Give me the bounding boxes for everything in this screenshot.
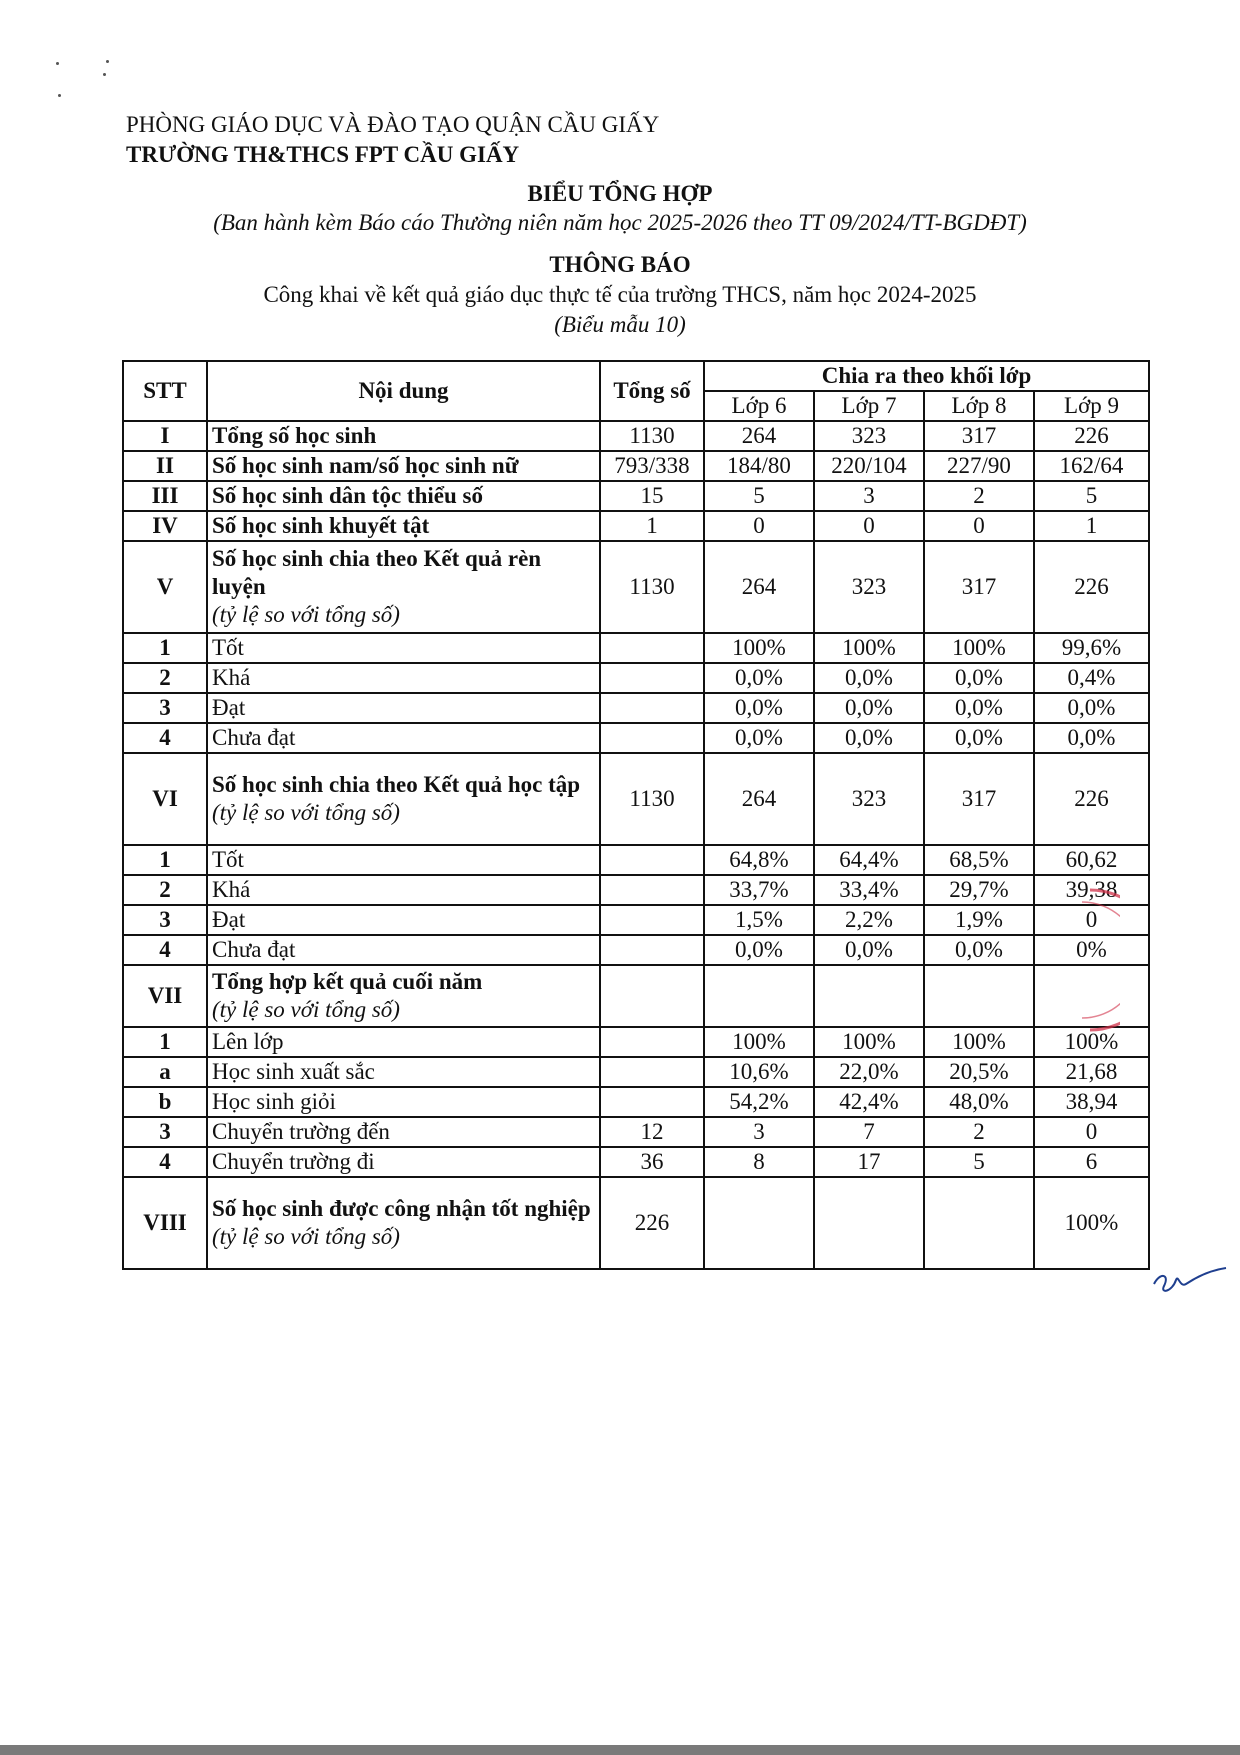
cell-total: 1130 — [600, 753, 704, 845]
content-label: Tổng số học sinh — [212, 423, 377, 448]
cell-g6: 54,2% — [704, 1087, 814, 1117]
cell-content — [207, 1087, 600, 1117]
cell-total — [600, 663, 704, 693]
cell-g6: 33,7% — [704, 875, 814, 905]
cell-content — [207, 1117, 600, 1147]
ratio-note: (tỷ lệ so với tổng số) — [212, 800, 400, 825]
cell-g6: 0,0% — [704, 663, 814, 693]
cell-stt: 4 — [123, 723, 207, 753]
cell-g8: 317 — [924, 753, 1034, 845]
cell-g8: 0,0% — [924, 935, 1034, 965]
cell-g7: 22,0% — [814, 1057, 924, 1087]
header-grade-8: Lớp 8 — [924, 391, 1034, 421]
cell-g6: 1,5% — [704, 905, 814, 935]
cell-content — [207, 633, 600, 663]
cell-g7: 0,0% — [814, 663, 924, 693]
cell-g7: 323 — [814, 421, 924, 451]
content-label: Học sinh xuất sắc — [212, 1059, 375, 1084]
cell-total: 1130 — [600, 541, 704, 633]
cell-g7: 323 — [814, 753, 924, 845]
table-row — [123, 1087, 1149, 1117]
cell-g8: 2 — [924, 481, 1034, 511]
table-row — [123, 451, 1149, 481]
scan-speck — [58, 94, 61, 97]
cell-g9: 0% — [1034, 935, 1149, 965]
ratio-note: (tỷ lệ so với tổng số) — [212, 1224, 400, 1249]
cell-g8: 48,0% — [924, 1087, 1034, 1117]
cell-g7: 64,4% — [814, 845, 924, 875]
cell-content — [207, 1147, 600, 1177]
content-label: Lên lớp — [212, 1029, 284, 1054]
cell-stt: 4 — [123, 935, 207, 965]
cell-content — [207, 935, 600, 965]
cell-g9: 38,94 — [1034, 1087, 1149, 1117]
cell-g9: 1 — [1034, 511, 1149, 541]
table-row — [123, 541, 1149, 633]
cell-g8: 100% — [924, 633, 1034, 663]
scan-speck — [103, 73, 106, 76]
cell-content — [207, 753, 600, 845]
cell-total: 36 — [600, 1147, 704, 1177]
cell-g8: 2 — [924, 1117, 1034, 1147]
table-row — [123, 663, 1149, 693]
table-row — [123, 1147, 1149, 1177]
content-label: Tốt — [212, 635, 244, 660]
table-row — [123, 421, 1149, 451]
header-content: Nội dung — [207, 361, 600, 421]
cell-g7 — [814, 965, 924, 1027]
cell-content — [207, 965, 600, 1027]
cell-stt: 3 — [123, 693, 207, 723]
form-number: (Biểu mẫu 10) — [554, 312, 686, 337]
cell-g7: 100% — [814, 1027, 924, 1057]
cell-content — [207, 1057, 600, 1087]
cell-content — [207, 511, 600, 541]
cell-content — [207, 481, 600, 511]
cell-g8 — [924, 1177, 1034, 1269]
table-row — [123, 511, 1149, 541]
cell-g8: 68,5% — [924, 845, 1034, 875]
cell-g9: 99,6% — [1034, 633, 1149, 663]
cell-g8: 0 — [924, 511, 1034, 541]
table-row — [123, 875, 1149, 905]
school-stamp — [1030, 880, 1120, 1040]
content-label: Số học sinh dân tộc thiểu số — [212, 483, 483, 508]
cell-total: 793/338 — [600, 451, 704, 481]
cell-stt: V — [123, 541, 207, 633]
content-label: Khá — [212, 665, 251, 690]
cell-g6: 0,0% — [704, 693, 814, 723]
table-row — [123, 1027, 1149, 1057]
cell-g9: 21,68 — [1034, 1057, 1149, 1087]
cell-g9: 100% — [1034, 1177, 1149, 1269]
content-label: Chưa đạt — [212, 725, 296, 750]
content-label: Chuyển trường đến — [212, 1119, 390, 1144]
cell-g6: 0 — [704, 511, 814, 541]
cell-g7: 17 — [814, 1147, 924, 1177]
cell-total — [600, 905, 704, 935]
cell-content — [207, 1027, 600, 1057]
cell-g6: 10,6% — [704, 1057, 814, 1087]
cell-g9: 226 — [1034, 421, 1149, 451]
cell-g6: 64,8% — [704, 845, 814, 875]
cell-g7: 323 — [814, 541, 924, 633]
notice-title: THÔNG BÁO — [549, 252, 691, 277]
cell-g7: 0,0% — [814, 935, 924, 965]
cell-content — [207, 663, 600, 693]
content-label: Chuyển trường đi — [212, 1149, 375, 1174]
cell-g6: 264 — [704, 541, 814, 633]
content-label: Chưa đạt — [212, 937, 296, 962]
cell-g9: 162/64 — [1034, 451, 1149, 481]
cell-g7: 7 — [814, 1117, 924, 1147]
cell-total — [600, 633, 704, 663]
table-row — [123, 633, 1149, 663]
cell-total — [600, 1027, 704, 1057]
cell-total: 12 — [600, 1117, 704, 1147]
cell-g6: 0,0% — [704, 723, 814, 753]
header-grade-7: Lớp 7 — [814, 391, 924, 421]
table-row — [123, 845, 1149, 875]
cell-stt: 2 — [123, 875, 207, 905]
cell-g6: 184/80 — [704, 451, 814, 481]
cell-g7: 0,0% — [814, 693, 924, 723]
content-label: Khá — [212, 877, 251, 902]
cell-g6: 264 — [704, 753, 814, 845]
cell-g9: 226 — [1034, 541, 1149, 633]
cell-total — [600, 845, 704, 875]
cell-stt: 4 — [123, 1147, 207, 1177]
cell-stt: III — [123, 481, 207, 511]
cell-stt: 3 — [123, 1117, 207, 1147]
table-row — [123, 1177, 1149, 1269]
cell-total — [600, 693, 704, 723]
cell-g8: 100% — [924, 1027, 1034, 1057]
cell-total — [600, 965, 704, 1027]
ratio-note: (tỷ lệ so với tổng số) — [212, 602, 400, 627]
table-row — [123, 1057, 1149, 1087]
cell-content — [207, 1177, 600, 1269]
cell-stt: IV — [123, 511, 207, 541]
cell-g7: 0 — [814, 511, 924, 541]
cell-total: 1 — [600, 511, 704, 541]
cell-g9: 100% — [1034, 1027, 1149, 1057]
cell-g7 — [814, 1177, 924, 1269]
department-name: PHÒNG GIÁO DỤC VÀ ĐÀO TẠO QUẬN CẦU GIẤY — [126, 112, 660, 137]
cell-total — [600, 935, 704, 965]
cell-content — [207, 845, 600, 875]
content-label: Đạt — [212, 695, 246, 720]
cell-g7: 0,0% — [814, 723, 924, 753]
scan-speck — [106, 60, 109, 63]
cell-g9: 60,62 — [1034, 845, 1149, 875]
cell-g9: 39,38 — [1034, 875, 1149, 905]
cell-g7: 33,4% — [814, 875, 924, 905]
ratio-note: (tỷ lệ so với tổng số) — [212, 997, 400, 1022]
cell-g8: 29,7% — [924, 875, 1034, 905]
scan-edge — [0, 1745, 1240, 1755]
cell-total — [600, 1087, 704, 1117]
cell-g8 — [924, 965, 1034, 1027]
cell-g9: 0,0% — [1034, 723, 1149, 753]
header-total: Tổng số — [600, 361, 704, 421]
cell-g7: 220/104 — [814, 451, 924, 481]
content-label: Số học sinh khuyết tật — [212, 513, 430, 538]
cell-content — [207, 693, 600, 723]
cell-content — [207, 905, 600, 935]
cell-g8: 1,9% — [924, 905, 1034, 935]
table-row — [123, 693, 1149, 723]
cell-g7: 100% — [814, 633, 924, 663]
cell-g6: 100% — [704, 1027, 814, 1057]
cell-total: 1130 — [600, 421, 704, 451]
cell-g6 — [704, 1177, 814, 1269]
cell-g6: 3 — [704, 1117, 814, 1147]
content-label: Tổng hợp kết quả cuối năm — [212, 969, 483, 994]
header-grade-9: Lớp 9 — [1034, 391, 1149, 421]
cell-g9: 0 — [1034, 905, 1149, 935]
cell-stt: VII — [123, 965, 207, 1027]
cell-g6: 5 — [704, 481, 814, 511]
cell-content — [207, 541, 600, 633]
cell-g8: 317 — [924, 421, 1034, 451]
table-row — [123, 905, 1149, 935]
cell-stt: I — [123, 421, 207, 451]
document-subtitle: (Ban hành kèm Báo cáo Thường niên năm học 2025-2026 theo TT 09/2024/TT-BGDĐT) — [213, 210, 1027, 235]
document-title: BIỂU TỔNG HỢP — [527, 181, 713, 206]
table-row — [123, 965, 1149, 1027]
cell-content — [207, 875, 600, 905]
table-row — [123, 723, 1149, 753]
results-table — [122, 360, 1150, 1270]
cell-stt: II — [123, 451, 207, 481]
cell-g6 — [704, 965, 814, 1027]
cell-stt: a — [123, 1057, 207, 1087]
header-grade-6: Lớp 6 — [704, 391, 814, 421]
cell-stt: VIII — [123, 1177, 207, 1269]
cell-g7: 3 — [814, 481, 924, 511]
cell-g8: 0,0% — [924, 663, 1034, 693]
cell-content — [207, 421, 600, 451]
cell-stt: b — [123, 1087, 207, 1117]
cell-g7: 2,2% — [814, 905, 924, 935]
cell-content — [207, 723, 600, 753]
cell-total: 15 — [600, 481, 704, 511]
cell-total — [600, 875, 704, 905]
cell-content — [207, 451, 600, 481]
header-grade-group: Chia ra theo khối lớp — [704, 361, 1149, 391]
cell-g6: 0,0% — [704, 935, 814, 965]
cell-g6: 264 — [704, 421, 814, 451]
cell-g8: 0,0% — [924, 693, 1034, 723]
cell-g9: 5 — [1034, 481, 1149, 511]
cell-g9: 0,0% — [1034, 693, 1149, 723]
cell-stt: 2 — [123, 663, 207, 693]
content-label: Số học sinh chia theo Kết quả học tập — [212, 772, 581, 797]
scan-speck — [56, 62, 59, 65]
cell-total — [600, 723, 704, 753]
notice-description: Công khai về kết quả giáo dục thực tế của trường THCS, năm học 2024-2025 — [263, 282, 977, 307]
cell-g8: 227/90 — [924, 451, 1034, 481]
cell-stt: VI — [123, 753, 207, 845]
table-row — [123, 935, 1149, 965]
cell-g6: 8 — [704, 1147, 814, 1177]
signature — [1150, 1262, 1230, 1302]
content-label: Tốt — [212, 847, 244, 872]
header-stt: STT — [123, 361, 207, 421]
content-label: Số học sinh nam/số học sinh nữ — [212, 453, 519, 478]
content-label: Số học sinh được công nhận tốt nghiệp — [212, 1196, 591, 1221]
cell-g8: 20,5% — [924, 1057, 1034, 1087]
cell-total — [600, 1057, 704, 1087]
content-label: Đạt — [212, 907, 246, 932]
cell-stt: 3 — [123, 905, 207, 935]
school-name: TRƯỜNG TH&THCS FPT CẦU GIẤY — [126, 142, 520, 167]
cell-g9: 0 — [1034, 1117, 1149, 1147]
cell-g8: 5 — [924, 1147, 1034, 1177]
cell-stt: 1 — [123, 633, 207, 663]
content-label: Số học sinh chia theo Kết quả rèn luyện — [212, 546, 542, 599]
cell-g7: 42,4% — [814, 1087, 924, 1117]
cell-g9: 6 — [1034, 1147, 1149, 1177]
cell-stt: 1 — [123, 1027, 207, 1057]
cell-g8: 0,0% — [924, 723, 1034, 753]
cell-g8: 317 — [924, 541, 1034, 633]
cell-g9: 0,4% — [1034, 663, 1149, 693]
cell-stt: 1 — [123, 845, 207, 875]
content-label: Học sinh giỏi — [212, 1089, 336, 1114]
cell-total: 226 — [600, 1177, 704, 1269]
cell-g9: 226 — [1034, 753, 1149, 845]
table-row — [123, 1117, 1149, 1147]
cell-g6: 100% — [704, 633, 814, 663]
table-row — [123, 481, 1149, 511]
table-row — [123, 753, 1149, 845]
